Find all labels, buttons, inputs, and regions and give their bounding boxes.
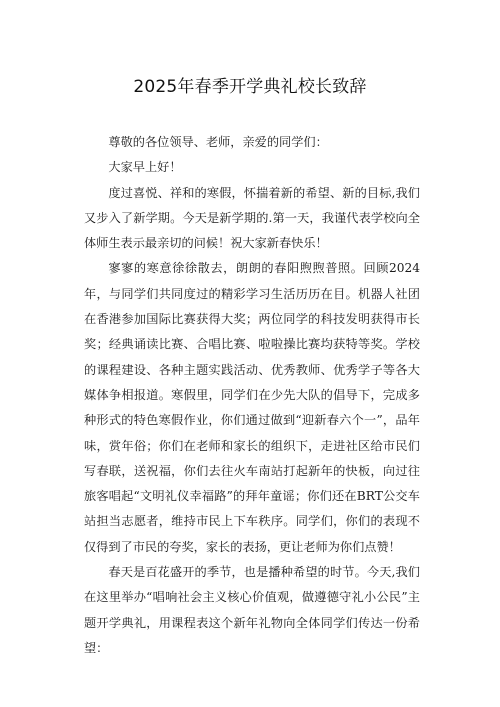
salutation-paragraph: 尊敬的各位领导、老师，亲爱的同学们：	[108, 135, 328, 149]
new-term-paragraph: 度过喜悦、祥和的寒假，怀揣着新的希望、新的目标,我们又步入了新学期。今天是新学期的.第一天，我谨代表学校向全体师生表示最亲切的问候！祝大家新春快乐！	[84, 185, 420, 251]
spring-paragraph: 春天是百花盛开的季节，也是播种希望的时节。今天,我们在这里举办“唱响社会主义核心价值观，做遵德守礼小公民”主题开学典礼，用课程表这个新年礼物向全体同学们传达一份希望：	[84, 565, 420, 655]
review-paragraph: 寥寥的寒意徐徐散去，朗朗的春阳煦煦普照。回顾2024年，与同学们共同度过的精彩学习生活历历在目。机器人社团在香港参加国际比赛获得大奖；两位同学的科技发明获得市长奖；经典诵读比赛、合唱比赛、啦啦操比赛均获特等奖。学校的课程建设、各种主题实践活动、优秀教师、优秀学子等各大媒体争相报道。寒假里，同学们在少先大队的倡导下，完成多种形式的特色寒假作业，你们通过做到“迎新春六个一”，品年味，赏年俗；你们在老师和家长的组织下，走进社区给市民们写春联，送祝福，你们去往火车南站打起新年的快板，向过往旅客唱起“文明礼仪幸福路”的拜年童谣；你们还在BRT公交车站担当志愿者，维持市民上下车秩序。同学们，你们的表现不仅得到了市民的夸奖，家长的表扬，更让老师为你们点赞！	[84, 261, 420, 554]
greeting-paragraph: 大家早上好！	[108, 160, 182, 175]
document-body	[84, 130, 420, 661]
document-title: 2025年春季开学典礼校长致辞	[133, 77, 367, 97]
